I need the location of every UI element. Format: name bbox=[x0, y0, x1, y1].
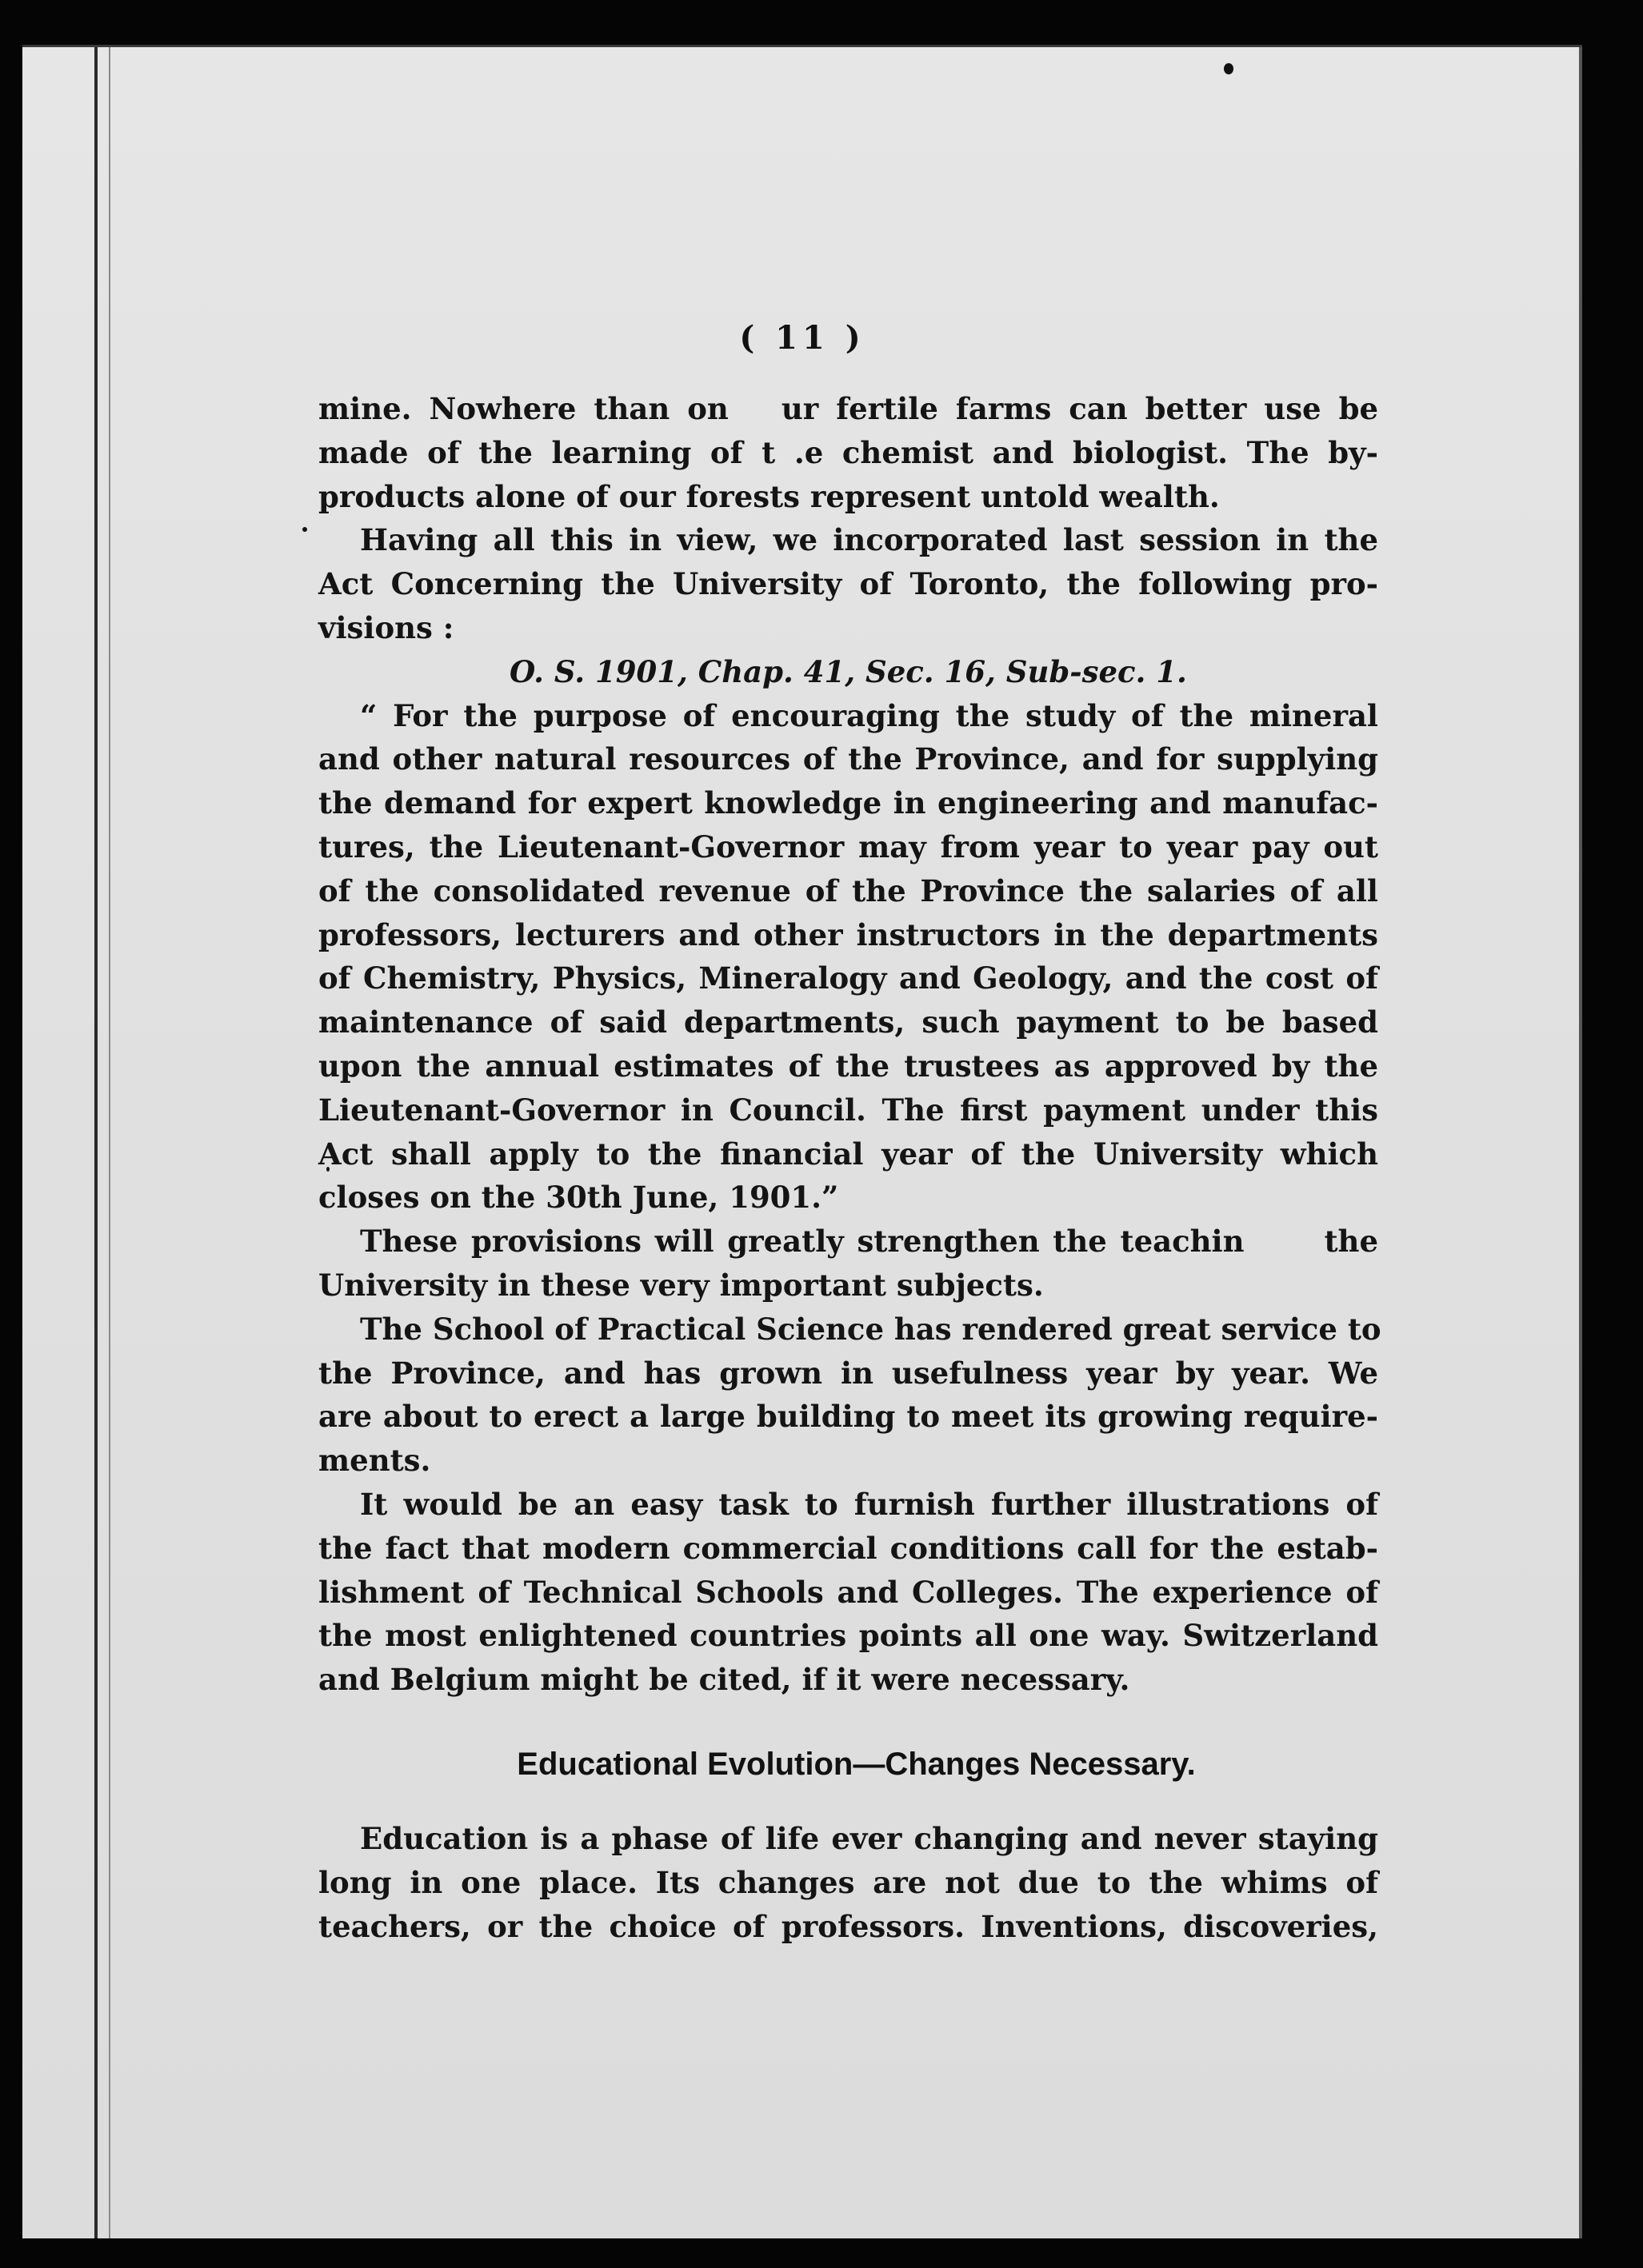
paragraph-line: Act Concerning the University of Toronto, the following pro- bbox=[318, 566, 1378, 602]
paragraph-line: lishment of Technical Schools and Colleges. The experience of bbox=[318, 1574, 1378, 1610]
section-heading: Educational Evolution—Changes Necessary. bbox=[517, 1746, 1196, 1782]
quote-line: closes on the 30th June, 1901.” bbox=[318, 1180, 839, 1216]
paragraph-line: and Belgium might be cited, if it were necessary. bbox=[318, 1662, 1130, 1698]
ink-speck bbox=[302, 527, 307, 532]
quote-line: of the consolidated revenue of the Province the salaries of all bbox=[318, 872, 1378, 908]
ink-speck bbox=[1224, 63, 1233, 74]
quote-line: of Chemistry, Physics, Mineralogy and Geology, and the cost of bbox=[318, 960, 1378, 996]
paragraph-line: visions : bbox=[318, 609, 454, 645]
paragraph-line: Having all this in view, we incorporated last session in the bbox=[360, 522, 1378, 558]
paragraph-line: teachers, or the choice of professors. Inventions, discoveries, bbox=[318, 1908, 1378, 1944]
paragraph-line: It would be an easy task to furnish further illustrations of bbox=[360, 1486, 1378, 1522]
quote-line: “ For the purpose of encouraging the study of the mineral bbox=[360, 697, 1378, 733]
paper-sheet bbox=[22, 45, 1582, 2238]
paragraph-line: University in these very important subjects. bbox=[318, 1267, 1044, 1303]
page-body bbox=[318, 387, 1381, 1948]
paragraph-line: products alone of our forests represent untold wealth. bbox=[318, 478, 1220, 514]
quote-line: tures, the Lieutenant-Governor may from year to year pay out bbox=[318, 829, 1378, 864]
paragraph-line: made of the learning of t .e chemist and biologist. The by- bbox=[318, 434, 1378, 470]
quote-line: and other natural resources of the Province, and for supplying bbox=[318, 741, 1378, 777]
statute-citation: O. S. 1901, Chap. 41, Sec. 16, Sub-sec. 1. bbox=[510, 653, 1187, 689]
paragraph-line: the Province, and has grown in usefulness year by year. We bbox=[318, 1355, 1378, 1391]
paragraph-line: long in one place. Its changes are not due to the whims of bbox=[318, 1864, 1378, 1900]
section-gap bbox=[318, 1702, 1378, 1739]
paragraph-line: are about to erect a large building to meet its growing require- bbox=[318, 1399, 1378, 1435]
quote-line: maintenance of said departments, such payment to be based bbox=[318, 1004, 1378, 1040]
paragraph-line: mine. Nowhere than on ur fertile farms can better use be bbox=[318, 391, 1378, 426]
paragraph-line: Education is a phase of life ever changing and never staying bbox=[360, 1820, 1378, 1856]
paragraph-line: the most enlightened countries points all one way. Switzerland bbox=[318, 1618, 1378, 1654]
quote-line: Lieutenant-Governor in Council. The first payment under this bbox=[318, 1092, 1378, 1128]
quote-line: professors, lecturers and other instructors in the departments bbox=[318, 916, 1378, 952]
section-gap bbox=[318, 1790, 1378, 1817]
paragraph-line: These provisions will greatly strengthen the teachin the bbox=[360, 1224, 1378, 1260]
binding-edge bbox=[94, 47, 98, 2238]
paragraph-line: ments. bbox=[318, 1443, 431, 1479]
quote-line: upon the annual estimates of the trustees as approved by the bbox=[318, 1048, 1378, 1084]
paragraph-line: the fact that modern commercial conditions call for the estab- bbox=[318, 1530, 1378, 1566]
quote-line: Act shall apply to the financial year of the University which bbox=[318, 1136, 1378, 1172]
right-edge bbox=[1579, 47, 1582, 2238]
quote-line: the demand for expert knowledge in engineering and manufac- bbox=[318, 785, 1378, 821]
page-number: ( 11 ) bbox=[739, 319, 865, 357]
binding-edge-inner bbox=[109, 47, 110, 2238]
paragraph-line: The School of Practical Science has rendered great service to bbox=[360, 1311, 1381, 1347]
